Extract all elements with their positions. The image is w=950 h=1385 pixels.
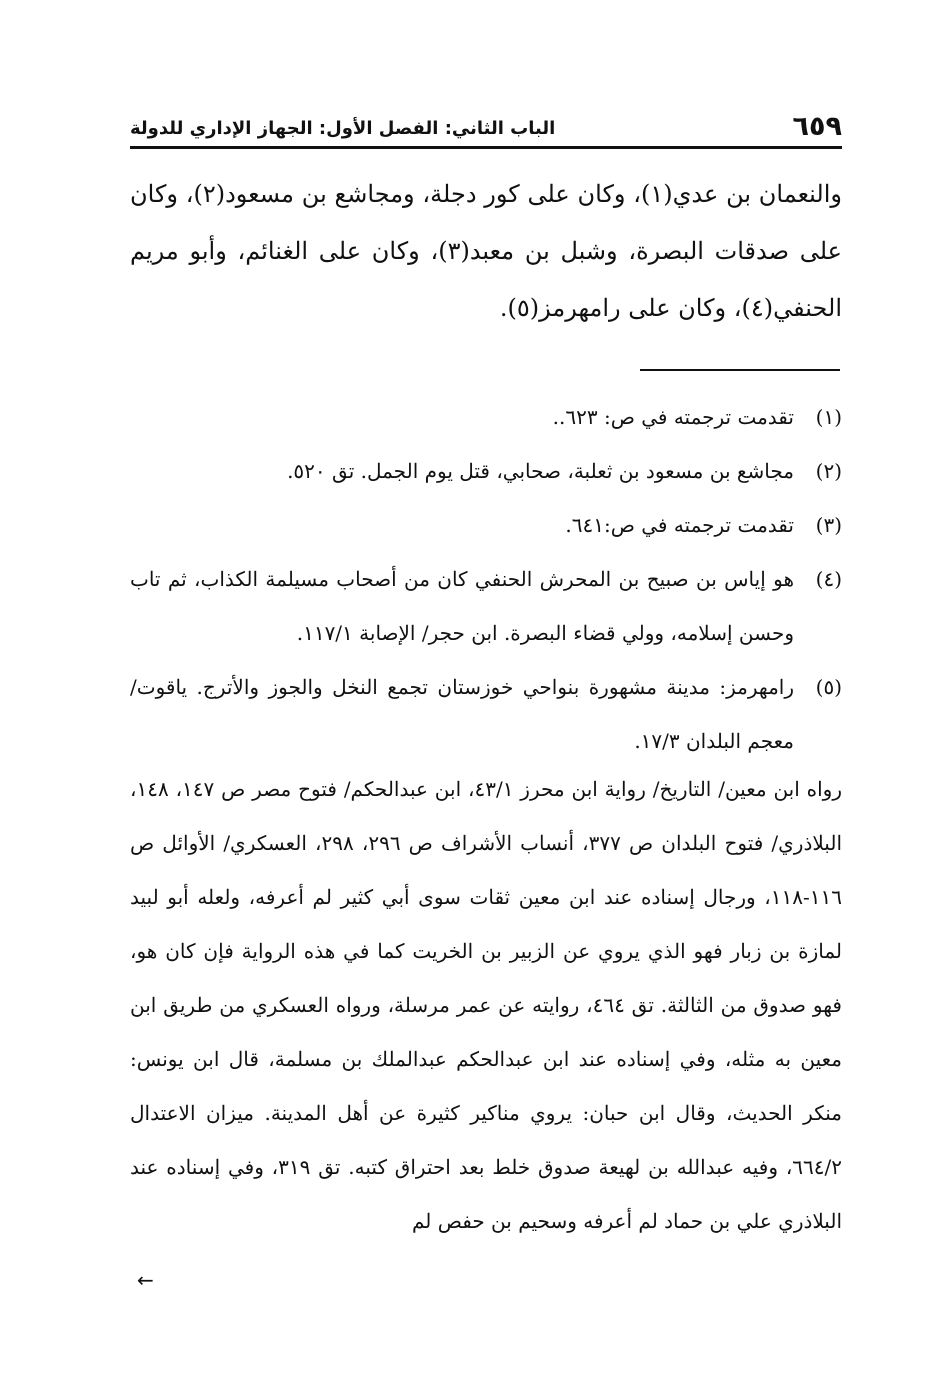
continuation-paragraph: رواه ابن معين/ التاريخ/ رواية ابن محرز ٤٣/١، ابن عبدالحكم/ فتوح مصر ص ١٤٧، ١٤٨، البلاذري/ فتوح البلدان ص ٣٧٧، أنساب الأشراف ص ٢٩٦، ٢٩٨، العسكري/ الأوائل ص ١١٦-١١٨، ورجال إسناده عند ابن معين ثقات سوى أبي كثير لم أعرفه، ولعله أبو لبيد لمازة بن زبار فهو الذي يروي عن الزبير بن الخريت كما في هذه الرواية فإن كان هو، فهو صدوق من الثالثة. تق ٤٦٤، روايته عن عمر مرسلة، ورواه العسكري من طريق ابن معين به مثله، وفي إسناده عند ابن عبدالحكم عبدالملك بن مسلمة، قال ابن يونس: منكر الحديث، وقال ابن حبان: يروي مناكير كثيرة عن أهل المدينة. ميزان الاعتدال ٦٦٤/٢، وفيه عبدالله بن لهيعة صدوق خلط بعد احتراق كتبه. تق ٣١٩، وفي إسناده عند البلاذري علي بن حماد لم أعرفه وسحيم بن حفص لم xyxy=(130,777,842,1233)
page-header xyxy=(130,108,842,144)
footnote-3 xyxy=(130,498,842,552)
header-rule xyxy=(130,146,842,149)
footnote-separator xyxy=(640,369,840,371)
main-paragraph: والنعمان بن عدي(١)، وكان على كور دجلة، ومجاشع بن مسعود(٢)، وكان على صدقات البصرة، وشبل بن معبد(٣)، وكان على الغنائم، وأبو مريم الحنفي(٤)، وكان على رامهرمز(٥). xyxy=(130,180,842,322)
footnote-text: رامهرمز: مدينة مشهورة بنواحي خوزستان تجمع النخل والجوز والأترج. ياقوت/ معجم البلدان ١٧/٣. xyxy=(130,675,794,753)
footnote-number: (٢) xyxy=(815,459,842,483)
footnote-number: (٤) xyxy=(815,567,842,591)
footnote-number: (٣) xyxy=(815,513,842,537)
footnote-text: تقدمت ترجمته في ص: ٦٢٣.. xyxy=(552,405,794,429)
footnote-text: هو إياس بن صبيح بن المحرش الحنفي كان من أصحاب مسيلمة الكذاب، ثم تاب وحسن إسلامه، وولي قضاء البصرة. ابن حجر/ الإصابة ١١٧/١. xyxy=(130,567,794,645)
footnote-4 xyxy=(130,552,842,660)
footnote-5 xyxy=(130,660,842,768)
footnotes xyxy=(130,390,842,768)
footnote-number: (١) xyxy=(815,405,842,429)
footnote-text: مجاشع بن مسعود بن ثعلبة، صحابي، قتل يوم الجمل. تق ٥٢٠. xyxy=(287,459,794,483)
footnote-number: (٥) xyxy=(815,675,842,699)
main-text xyxy=(130,166,842,337)
page-turn-arrow-icon: ← xyxy=(137,1268,154,1292)
running-title: الباب الثاني: الفصل الأول: الجهاز الإداري للدولة xyxy=(130,118,556,139)
footnote-text: تقدمت ترجمته في ص:٦٤١. xyxy=(565,513,794,537)
footnote-2 xyxy=(130,444,842,498)
page-number: ٦٥٩ xyxy=(792,111,842,142)
footnote-continuation xyxy=(130,762,842,1248)
footnote-1 xyxy=(130,390,842,444)
